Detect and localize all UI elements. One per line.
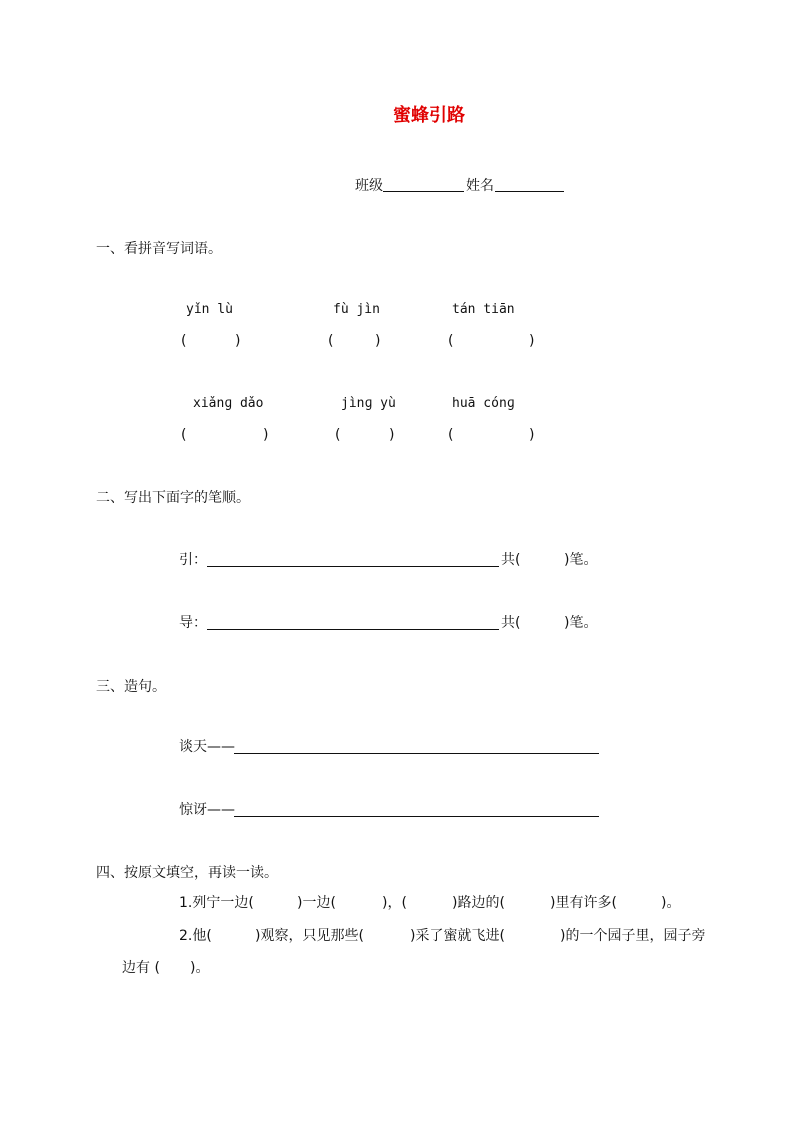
section-1-heading: 一、看拼音写词语。	[96, 241, 222, 257]
answer-paren-open[interactable]: (	[335, 427, 341, 443]
page-title: 蜜蜂引路	[393, 105, 465, 126]
stroke-count-end: )笔。	[564, 552, 598, 568]
stroke-count-label: 共(	[501, 615, 521, 631]
fill-text: )。	[661, 895, 681, 911]
pinyin-1: yǐn lù	[186, 302, 233, 317]
pinyin-6: huā cónɡ	[452, 396, 515, 411]
answer-paren-close: )	[529, 333, 535, 349]
pinyin-4: xiǎnɡ dǎo	[193, 396, 264, 411]
class-label: 班级	[355, 178, 383, 194]
answer-paren-open[interactable]: (	[181, 333, 187, 349]
answer-paren-close: )	[389, 427, 395, 443]
name-label: 姓名	[466, 178, 494, 194]
fill-text: )里有许多(	[550, 895, 617, 911]
answer-paren-close: )	[235, 333, 241, 349]
stroke-count-label: 共(	[501, 552, 521, 568]
answer-paren-open[interactable]: (	[328, 333, 334, 349]
stroke-order-blank[interactable]	[207, 566, 499, 567]
fill-text: )。	[190, 960, 210, 976]
pinyin-5: jìnɡ yù	[341, 396, 396, 411]
pinyin-3: tán tiān	[452, 302, 515, 317]
section-3-heading: 三、造句。	[96, 679, 166, 695]
fill-text: )观察，只见那些(	[255, 928, 364, 944]
section-2-heading: 二、写出下面字的笔顺。	[96, 490, 250, 506]
pinyin-2: fù jìn	[333, 302, 380, 317]
answer-paren-open[interactable]: (	[448, 427, 454, 443]
answer-paren-open[interactable]: (	[448, 333, 454, 349]
sentence-blank[interactable]	[234, 816, 599, 817]
sentence-blank[interactable]	[234, 753, 599, 754]
sentence-word-label: 谈天——	[179, 739, 235, 755]
section-4-heading: 四、按原文填空，再读一读。	[96, 865, 278, 881]
answer-paren-close: )	[375, 333, 381, 349]
fill-text: 边有 (	[122, 960, 160, 976]
name-blank[interactable]	[495, 191, 564, 192]
sentence-word-label: 惊讶——	[179, 802, 235, 818]
fill-text: )路边的(	[452, 895, 505, 911]
fill-text: )采了蜜就飞进(	[410, 928, 505, 944]
stroke-char-label: 导：	[179, 615, 207, 631]
answer-paren-open[interactable]: (	[181, 427, 187, 443]
class-blank[interactable]	[383, 191, 464, 192]
fill-text: 1.列宁一边(	[179, 895, 254, 911]
fill-text: )，(	[382, 895, 407, 911]
fill-text: 2.他(	[179, 928, 212, 944]
stroke-count-end: )笔。	[564, 615, 598, 631]
stroke-char-label: 引：	[179, 552, 207, 568]
fill-text: )的一个园子里，园子旁	[560, 928, 706, 944]
answer-paren-close: )	[263, 427, 269, 443]
answer-paren-close: )	[529, 427, 535, 443]
stroke-order-blank[interactable]	[207, 629, 499, 630]
fill-text: )一边(	[297, 895, 336, 911]
